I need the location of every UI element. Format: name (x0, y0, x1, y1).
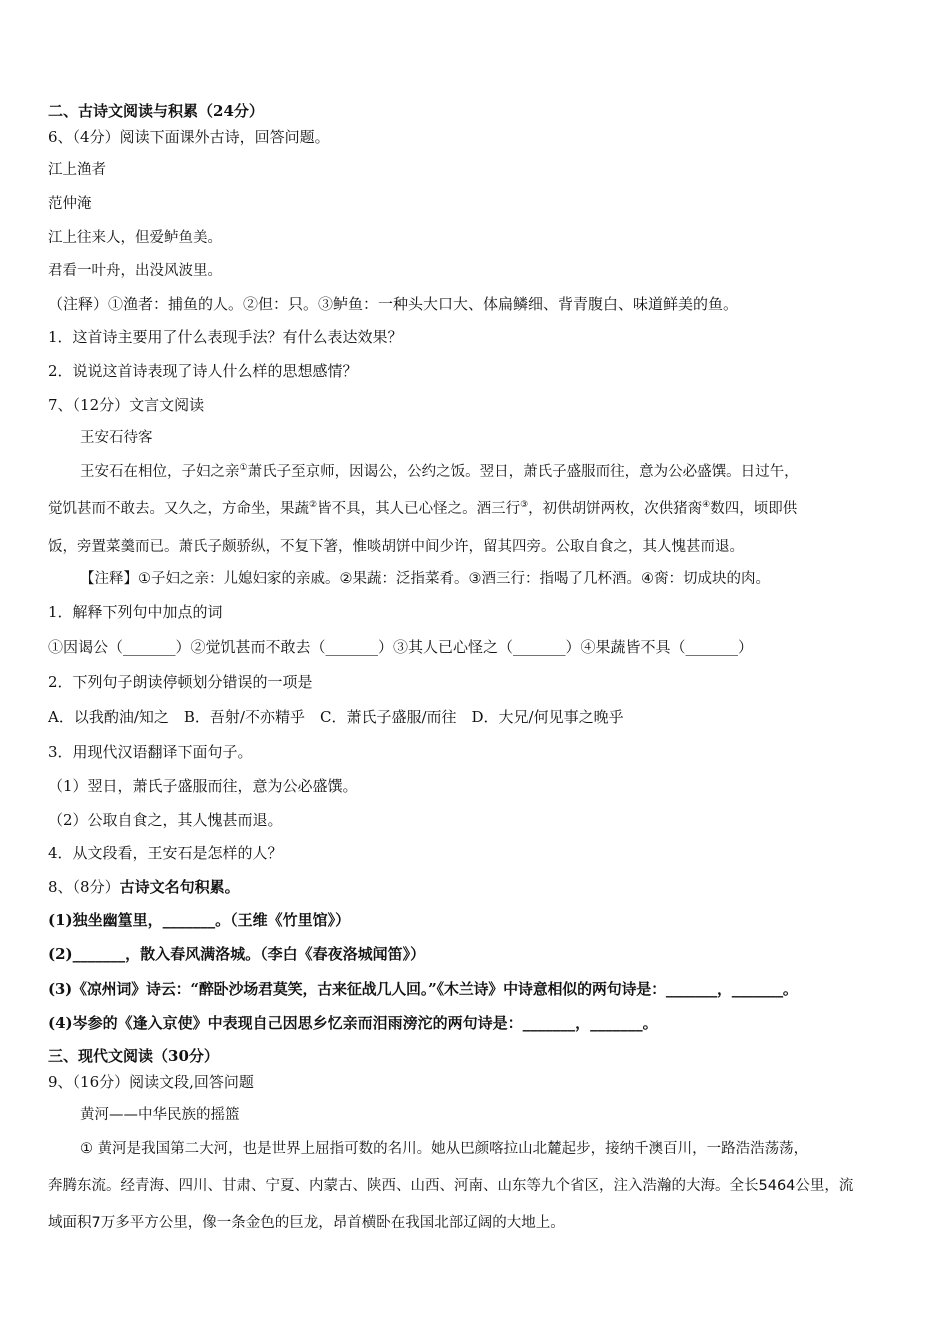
q7-text: 萧氏子至京师，因谒公，公约之饭。翌日，萧氏子盛服而往，意为公必盛馔。日过午， (247, 464, 799, 480)
q7-sub2: 2．下列句子朗读停顿划分错误的一项是 (48, 673, 313, 691)
q7-stem: 7、（12分）文言文阅读 (48, 396, 205, 414)
q7-sub3-1: （1）翌日，萧氏子盛服而往，意为公必盛馔。 (48, 777, 358, 795)
q7-text: 皆不具，其人已心怪之。酒三行 (317, 501, 521, 517)
footnote-marker: ④ (702, 500, 711, 511)
q7-note: 【注释】①子妇之亲：儿媳妇家的亲戚。②果蔬：泛指菜肴。③酒三行：指喝了几杯酒。④脔：切成块的肉。 (80, 571, 770, 587)
q8-stem (48, 877, 240, 897)
q7-text: 觉饥甚而不敢去。又久之，方命坐，果蔬 (48, 501, 309, 517)
q9-title: 黄河——中华民族的摇篮 (80, 1107, 240, 1123)
q8-item4: (4)岑参的《逢入京使》中表现自己因思乡忆亲而泪雨滂沱的两句诗是：_______，_______。 (48, 1014, 658, 1032)
q6-poem-line1: 江上往来人，但爱鲈鱼美。 (48, 230, 222, 246)
section3-heading: 三、现代文阅读（30分） (48, 1047, 219, 1065)
q7-sub3: 3．用现代汉语翻译下面句子。 (48, 743, 253, 761)
q6-sub1: 1．这首诗主要用了什么表现手法？有什么表达效果？ (48, 328, 403, 346)
q7-text: ，初供胡饼两枚，次供猪脔 (528, 501, 703, 517)
section2-heading: 二、古诗文阅读与积累（24分） (48, 102, 264, 120)
q6-note: （注释）①渔者：捕鱼的人。②但：只。③鲈鱼：一种头大口大、体扁鳞细、背青腹白、味道鲜美的鱼。 (48, 295, 739, 313)
q9-para-line2: 奔腾东流。经青海、四川、甘肃、宁夏、内蒙古、陕西、山西、河南、山东等九个省区，注入浩瀚的大海。全长5464公里，流 (48, 1178, 854, 1194)
q7-para-line2 (48, 499, 797, 519)
q6-poem-title: 江上渔者 (48, 162, 106, 178)
footnote-marker: ③ (520, 500, 529, 511)
q7-para-line3: 饭，旁置菜羹而已。萧氏子颇骄纵，不复下箸，惟啖胡饼中间少许，留其四旁。公取自食之，其人愧甚而退。 (48, 539, 744, 555)
q6-sub2: 2．说说这首诗表现了诗人什么样的思想感情？ (48, 362, 358, 380)
q9-para-line3: 域面积7万多平方公里，像一条金色的巨龙，昂首横卧在我国北部辽阔的大地上。 (48, 1215, 565, 1231)
q7-para-line1 (80, 462, 799, 482)
footnote-marker: ② (309, 500, 318, 511)
q6-author: 范仲淹 (48, 196, 92, 212)
q6-poem-line2: 君看一叶舟，出没风波里。 (48, 263, 222, 279)
q6-stem: 6、（4分）阅读下面课外古诗，回答问题。 (48, 128, 330, 146)
q9-para-line1: ① 黄河是我国第二大河，也是世界上屈指可数的名川。她从巴颜喀拉山北麓起步，接纳千澳百川，一路浩浩荡荡， (80, 1141, 809, 1157)
q8-item3: (3)《凉州词》诗云：“醉卧沙场君莫笑，古来征战几人回。”《木兰诗》中诗意相似的两句诗是：_______，_______。 (48, 980, 798, 998)
q7-sub4: 4．从文段看，王安石是怎样的人？ (48, 844, 283, 862)
q8-stem-score: 8、（8分） (48, 878, 120, 896)
footnote-marker: ① (239, 463, 248, 474)
q7-sub2-options: A．以我酌油/知之 B．吾射/不亦精乎 C．萧氏子盛服/而往 D．大兄/何见事之晚乎 (48, 708, 624, 726)
q8-stem-title: 古诗文名句积累。 (119, 878, 240, 896)
q8-item1: (1)独坐幽篁里，_______。（王维《竹里馆》） (48, 911, 351, 929)
q7-text: 王安石在相位，子妇之亲 (80, 464, 240, 480)
q7-sub1: 1．解释下列句中加点的词 (48, 603, 223, 621)
q7-sub1-items: ①因谒公（_______）②觉饥甚而不敢去（_______）③其人已心怪之（_______）④果蔬皆不具（_______） (48, 638, 754, 656)
q9-stem: 9、（16分）阅读文段,回答问题 (48, 1073, 254, 1091)
q7-sub3-2: （2）公取自食之，其人愧甚而退。 (48, 811, 283, 829)
q8-item2: (2)_______，散入春风满洛城。（李白《春夜洛城闻笛》） (48, 945, 426, 963)
q7-text: 数四，顷即供 (710, 501, 798, 517)
q7-title: 王安石待客 (80, 430, 153, 446)
